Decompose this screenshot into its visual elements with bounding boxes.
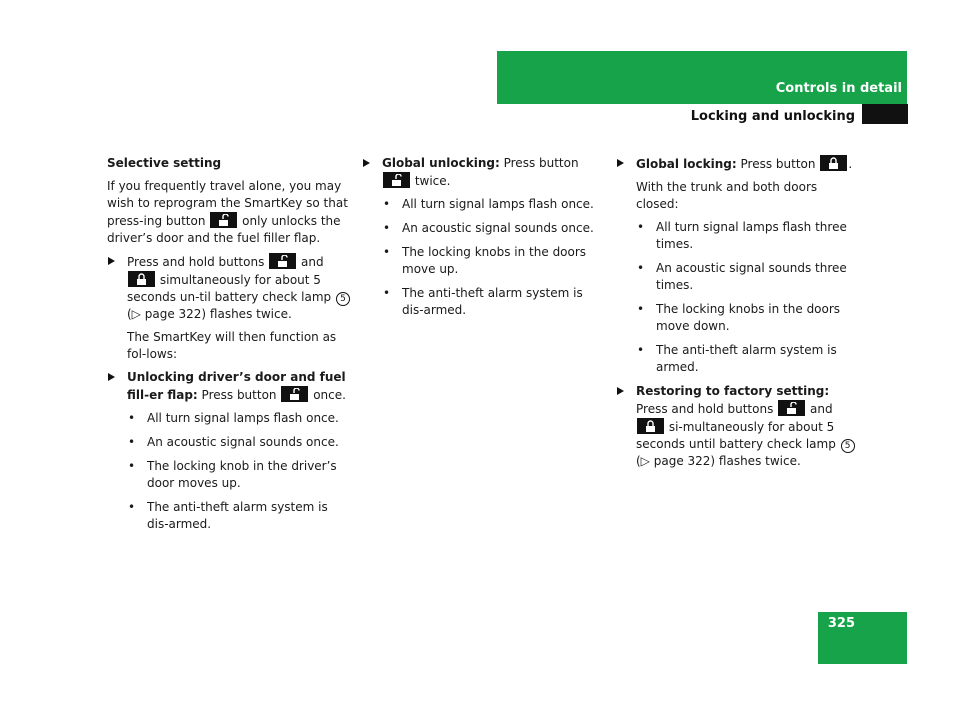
heading-selective-setting: Selective setting <box>107 156 222 170</box>
intro-text-b: only unlocks the driver’s door and the fuel filler flap. <box>107 214 341 245</box>
step2-text-a: Press button <box>201 388 277 402</box>
step-bold: Global unlocking: <box>382 156 500 170</box>
page-number: 325 <box>827 616 855 631</box>
trunk-doors-note: With the trunk and both doors closed: <box>636 180 818 211</box>
column-3 <box>616 155 860 476</box>
list-item: • The locking knobs in the doors move down. <box>636 301 860 335</box>
column-2 <box>362 155 602 326</box>
lock-key-icon <box>637 418 664 434</box>
step1-text-b: and <box>301 255 324 269</box>
step1-text-a: Press and hold buttons <box>127 255 265 269</box>
step1-text-a: Press button <box>740 157 816 171</box>
unlock-key-icon <box>383 172 410 188</box>
step1-bold: Global locking: <box>636 157 737 171</box>
list-item: • The anti-theft alarm system is dis-armed. <box>382 285 602 319</box>
step2-text-b: and <box>810 402 833 416</box>
section-subtitle: Locking and unlocking <box>690 109 855 124</box>
step1-text-c: simultaneously for about 5 seconds un-til battery check lamp <box>127 273 332 304</box>
step-global-unlocking <box>362 155 602 190</box>
intro-text-a: If you frequently travel alone, you may wish to reprogram the SmartKey so that press-ing button <box>107 179 348 228</box>
step-unlocking-driver-door <box>107 369 353 404</box>
lock-key-icon <box>128 271 155 287</box>
list-item: • All turn signal lamps flash three times. <box>636 219 860 253</box>
list-item: • The locking knobs in the doors move up. <box>382 244 602 278</box>
bullet-list <box>362 196 602 319</box>
list-item: • An acoustic signal sounds once. <box>127 434 353 451</box>
lock-key-icon <box>820 155 847 171</box>
step-restoring-factory-setting <box>616 383 860 470</box>
battery-lamp-number: 5 <box>336 292 350 306</box>
unlock-key-icon <box>778 400 805 416</box>
list-item: • The locking knob in the driver’s door moves up. <box>127 458 353 492</box>
unlock-key-icon <box>210 212 237 228</box>
step2-bold: Restoring to factory setting: <box>636 384 830 398</box>
battery-lamp-number: 5 <box>841 439 855 453</box>
header-tab-marker <box>862 104 908 124</box>
step2-text-b: once. <box>313 388 346 402</box>
list-item: • The anti-theft alarm system is dis-armed. <box>127 499 353 533</box>
step-text-b: twice. <box>414 174 451 188</box>
step-global-locking <box>616 155 860 173</box>
step2-bold: Unlocking driver’s door and fuel fill-er flap: <box>127 370 346 402</box>
step-text-a: Press button <box>503 156 579 170</box>
step1-text-b: . <box>848 157 853 171</box>
step1-text-d: (▷ page 322) flashes twice. <box>127 307 292 321</box>
bullet-list <box>616 219 860 376</box>
bullet-list <box>107 410 353 533</box>
unlock-key-icon <box>269 253 296 269</box>
list-item: • All turn signal lamps flash once. <box>127 410 353 427</box>
list-item: • An acoustic signal sounds once. <box>382 220 602 237</box>
column-1 <box>107 155 353 540</box>
smartkey-note: The SmartKey will then function as fol-lows: <box>127 330 337 361</box>
list-item: • An acoustic signal sounds three times. <box>636 260 860 294</box>
unlock-key-icon <box>281 386 308 402</box>
step2-text-a: Press and hold buttons <box>636 402 774 416</box>
section-title: Controls in detail <box>775 81 902 96</box>
step2-text-d: (▷ page 322) flashes twice. <box>636 454 801 468</box>
list-item: • The anti-theft alarm system is armed. <box>636 342 860 376</box>
intro-paragraph <box>107 178 353 247</box>
step2-text-c: si-multaneously for about 5 seconds until battery check lamp <box>636 420 836 451</box>
step-press-hold <box>107 253 353 323</box>
list-item: • All turn signal lamps flash once. <box>382 196 602 213</box>
